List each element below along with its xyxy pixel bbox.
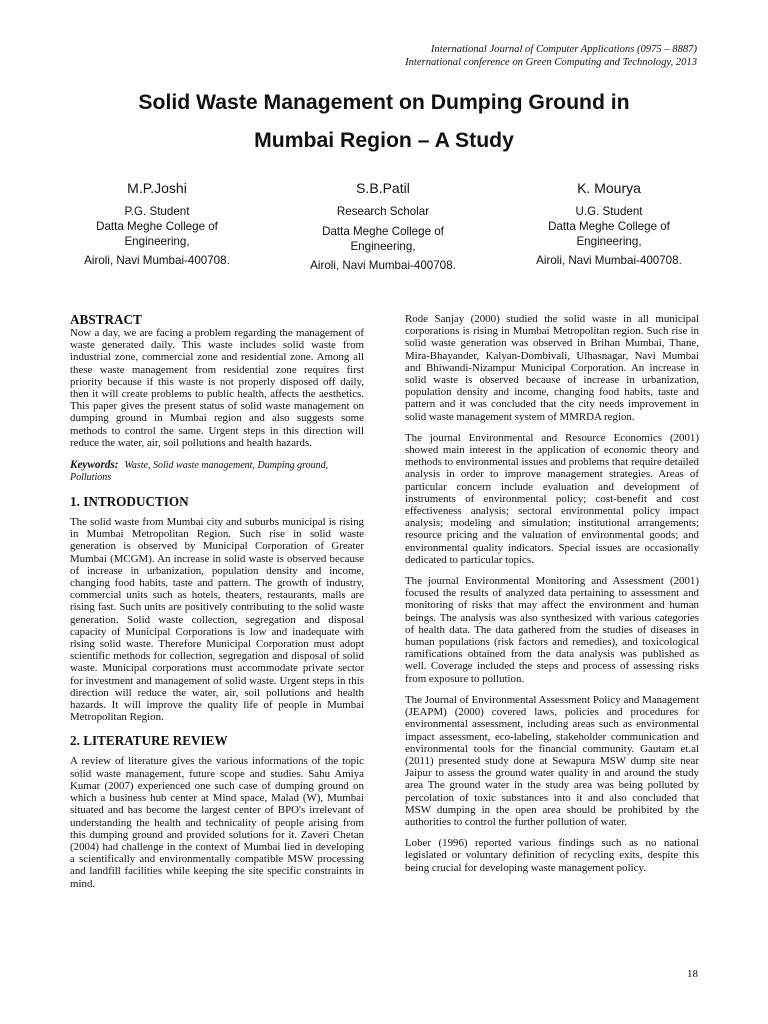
author-affiliation: Engineering, bbox=[576, 235, 642, 248]
introduction-heading: 1. INTRODUCTION bbox=[70, 494, 189, 510]
left-column bbox=[70, 312, 364, 899]
paper-title bbox=[0, 84, 768, 160]
author-name: K. Mourya bbox=[577, 180, 641, 196]
author-block bbox=[268, 180, 498, 273]
author-role: U.G. Student bbox=[575, 205, 643, 218]
author-role: Research Scholar bbox=[336, 205, 430, 218]
author-block bbox=[494, 180, 724, 268]
author-affiliation: Datta Meghe College of bbox=[322, 225, 444, 238]
author-name: M.P.Joshi bbox=[127, 180, 187, 196]
literature-paragraph: Lober (1996) reported various findings such as no national legislated or voluntary definition of recycling exits, despite this being crucial for developing waste management policy. bbox=[405, 837, 699, 874]
author-address: Airoli, Navi Mumbai-400708. bbox=[310, 259, 456, 272]
title-line-2: Mumbai Region – A Study bbox=[254, 129, 514, 152]
literature-paragraph: The journal Environmental Monitoring and Assessment (2001) focused the results of analyzed data pertaining to assessment and monitoring of risks that may affect the environment and human beings. The analysis was also synthesized with various categories of health data. The data gathered from the studies of diseases in human populations (risk factors and remedies), and toxicological ramifications obtained from the data analysis was published as well. Coverage included the steps and process of assessing risks from exposure to pollution. bbox=[405, 575, 699, 685]
page-number: 18 bbox=[687, 968, 698, 980]
author-affiliation: Engineering, bbox=[350, 240, 416, 253]
literature-paragraph: A review of literature gives the various informations of the topic solid waste management, future scope and studies. Sahu Amiya Kumar (2007) experienced one such case of dumping ground on which a business hub center at Mind space, Malad (W), Mumbai situated and has become the largest center of BPO's irrelevant of understanding the health and technicality of people arising from this dumping ground and provided solutions for it. Zaveri Chetan (2004) had challenge in the context of Mumbai lied in developing a scientifically and environmentally compatible MSW processing and landfill facilities while keeping the site specific constraints in mind. bbox=[70, 755, 364, 890]
literature-review-heading: 2. LITERATURE REVIEW bbox=[70, 733, 228, 749]
conference-name: International conference on Green Computing and Technology, 2013 bbox=[405, 56, 697, 68]
title-line-1: Solid Waste Management on Dumping Ground in bbox=[138, 91, 630, 114]
author-role: P.G. Student bbox=[124, 205, 190, 218]
keywords-text: Waste, Solid waste management, Dumping ground, Pollutions bbox=[70, 460, 329, 484]
author-block bbox=[42, 180, 272, 268]
author-name: S.B.Patil bbox=[356, 180, 410, 196]
journal-name: International Journal of Computer Applications (0975 – 8887) bbox=[430, 44, 697, 55]
author-affiliation: Datta Meghe College of bbox=[96, 220, 218, 233]
literature-paragraph: The journal Environmental and Resource Economics (2001) showed main interest in the application of economic theory and methods to environmental issues and problems that require detailed analysis in order to improve management strategies. Areas of particular concern include evaluation and development of instruments of environmental policy; cost-benefit and cost effectiveness analysis; sectoral environmental policy impact analysis; modeling and simulation; institutional arrangements; resource pricing and the valuation of environmental goods; and environmental quality indicators. Special issues are occasionally dedicated to particular topics. bbox=[405, 431, 699, 566]
right-column bbox=[405, 313, 699, 883]
literature-paragraph: Rode Sanjay (2000) studied the solid waste in all municipal corporations is rising in Mumbai Metropolitan region. Such rise in solid waste generation was observed in Brihan Mumbai, Thane, Mira-Bhayander, Kalyan-Dombivali, Ulhasnagar, Navi Mumbai and Bhiwandi-Nizampur Municipal Corporation. An increase in solid waste is observed because of increase in urbanization, population density and income, changing food habits, taste and pattern and it was concluded that the city needs improvement in solid waste management system of MMRDA region. bbox=[405, 313, 699, 423]
running-header bbox=[405, 44, 697, 69]
author-address: Airoli, Navi Mumbai-400708. bbox=[536, 254, 682, 267]
author-address: Airoli, Navi Mumbai-400708. bbox=[84, 254, 230, 267]
keywords-label: Keywords: bbox=[70, 459, 119, 472]
literature-paragraph: The Journal of Environmental Assessment Policy and Management (JEAPM) (2000) covered laws, policies and procedures for environmental assessment, including areas such as environmental impact assessment, eco-labeling, stakeholder communication and environmental tools for the financial community. Gautam et.al (2011) presented study done at Sewapura MSW dump site near Jaipur to assess the ground water quality in and around the study area The ground water in the study area was being polluted by percolation of toxic substances into it and also concluded that MSW dumping in the open area should be prohibited by the authorities to control the further pollution of water. bbox=[405, 693, 699, 828]
author-affiliation: Engineering, bbox=[124, 235, 190, 248]
introduction-text: The solid waste from Mumbai city and suburbs municipal is rising in Mumbai Metropolitan Region. Such rise in solid waste generation is observed by Municipal Corporation of Greater Mumbai (MCGM). An increase in solid waste is observed because of increase in urbanization, population density and income, changing food habits, taste and pattern. The growth of industry, commercial units such as hotels, theaters, restaurants, malls are rising fast. Such units are positively contributing to the solid waste generation. Solid waste collection, segregation and disposal capacity of Municipal Corporations is low and inadequate with rising solid waste. Therefore Municipal Corporation must adopt scientific methods for collection, segregation and disposal of solid waste. Municipal corporations must accommodate private sector for investment and management of solid waste. Urgent steps in this direction will reduce the water, air, soil pollutions and health hazards. It will improve the quality life of people in Mumbai Metropolitan Region. bbox=[70, 516, 364, 724]
keywords bbox=[70, 459, 364, 484]
abstract-text: Now a day, we are facing a problem regarding the management of waste generated daily. This waste includes solid waste from industrial zone, commercial zone and residential zone. Among all these waste management from residential zone requires first priority because if this waste is not properly disposed off daily, then it will create problems to public health, affects the aesthetics. This paper gives the present status of solid waste management on dumping ground in Mumbai region and also suggests some methods to control the same. Urgent steps in this direction will reduce the water, air, soil pollutions and health hazards. bbox=[70, 327, 364, 449]
author-affiliation: Datta Meghe College of bbox=[548, 220, 670, 233]
abstract-heading: ABSTRACT bbox=[70, 312, 142, 327]
